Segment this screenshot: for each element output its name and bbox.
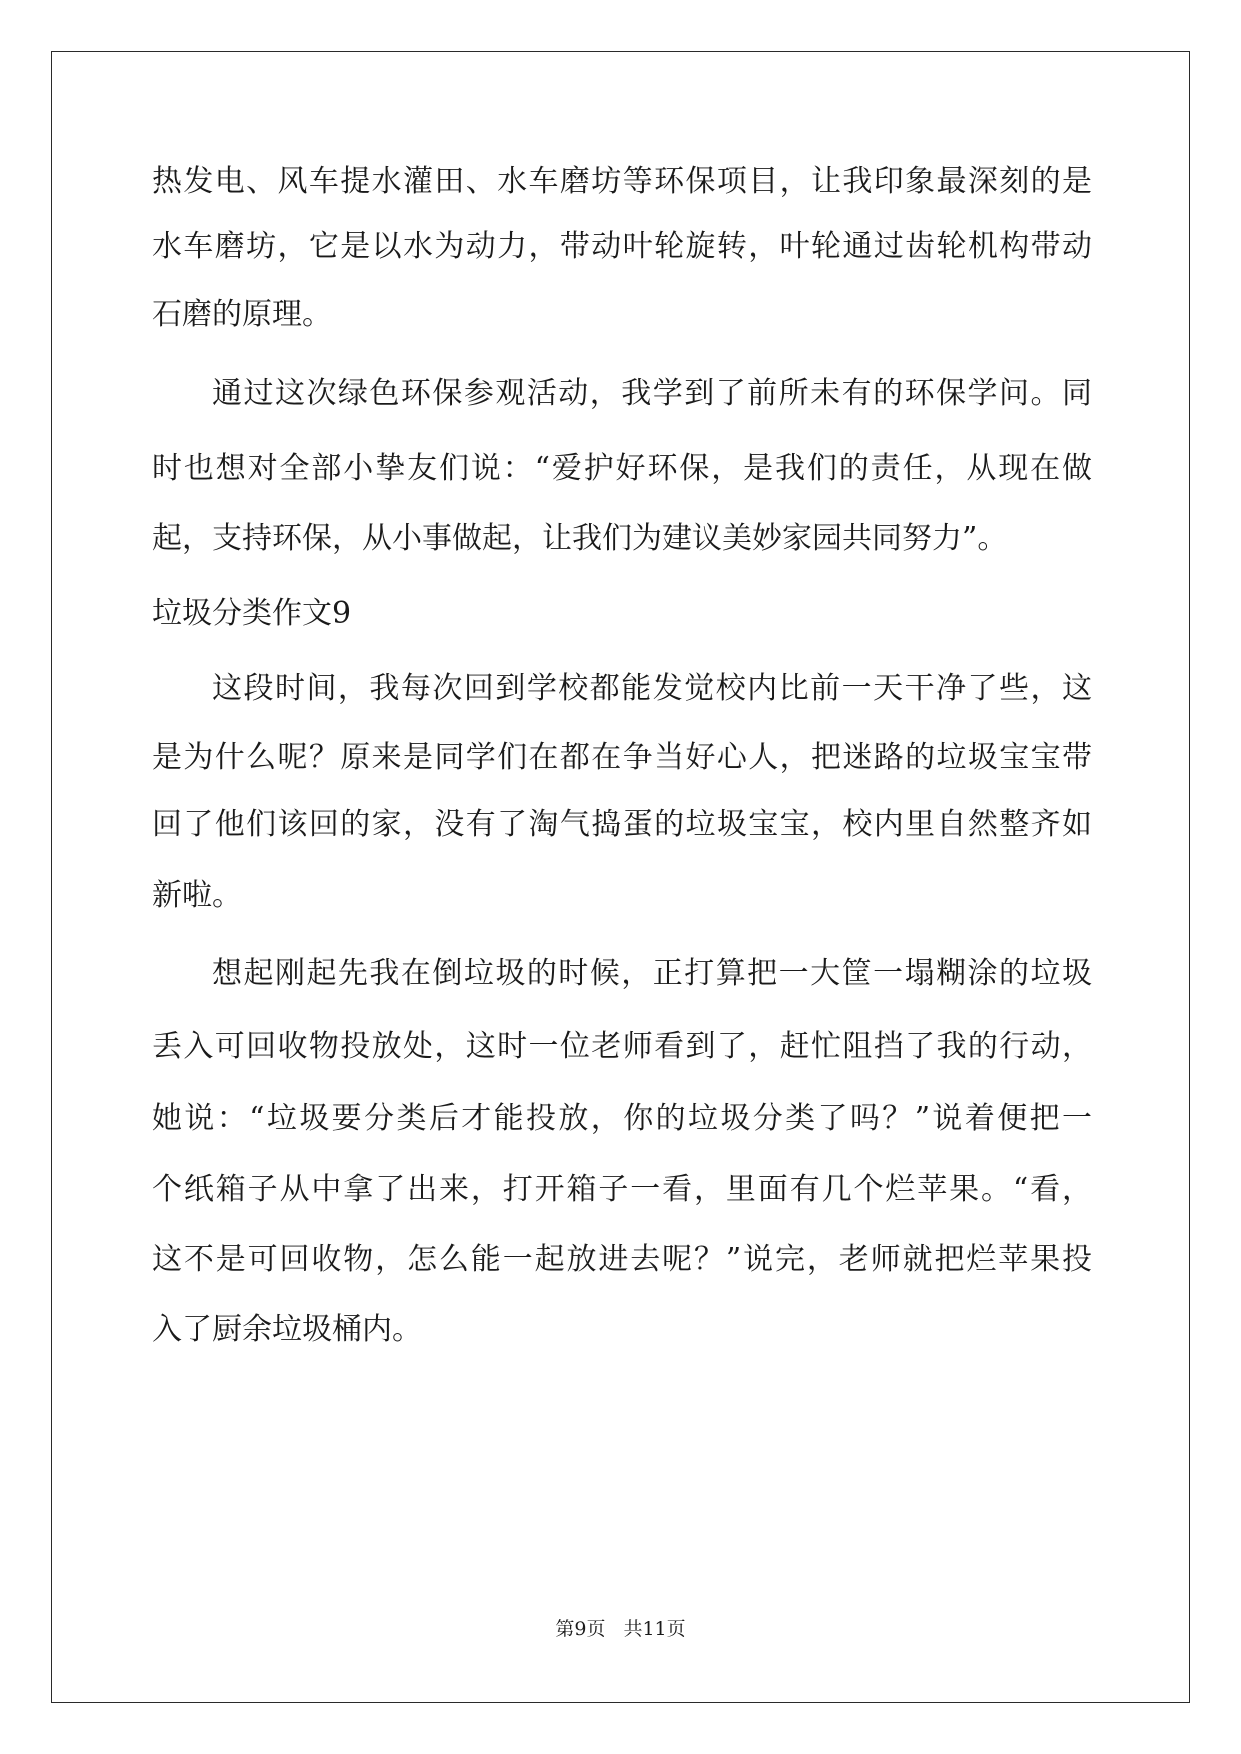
text-line: 个纸箱子从中拿了出来，打开箱子一看，里面有几个烂苹果。“看， (152, 1172, 1092, 1207)
text-line: 想起刚起先我在倒垃圾的时候，正打算把一大筐一塌糊涂的垃圾 (212, 956, 1092, 991)
section-heading: 垃圾分类作文9 (152, 596, 352, 631)
page-number: 第9页 (555, 1618, 606, 1640)
text-line: 她说：“垃圾要分类后才能投放，你的垃圾分类了吗？”说着便把一 (152, 1101, 1092, 1136)
text-line: 入了厨余垃圾桶内。 (152, 1312, 422, 1347)
text-line: 石磨的原理。 (152, 297, 332, 332)
page-total: 共11页 (623, 1618, 686, 1640)
text-line: 通过这次绿色环保参观活动，我学到了前所未有的环保学问。同 (212, 376, 1092, 411)
text-line: 回了他们该回的家，没有了淘气捣蛋的垃圾宝宝，校内里自然整齐如 (152, 807, 1092, 842)
text-line: 时也想对全部小挚友们说：“爱护好环保，是我们的责任，从现在做 (152, 451, 1092, 486)
text-line: 这段时间，我每次回到学校都能发觉校内比前一天干净了些，这 (212, 671, 1092, 706)
text-line: 起，支持环保，从小事做起，让我们为建议美妙家园共同努力”。 (152, 521, 1008, 556)
page-footer (0, 1614, 1241, 1641)
text-line: 是为什么呢？原来是同学们在都在争当好心人，把迷路的垃圾宝宝带 (152, 740, 1092, 775)
text-line: 丢入可回收物投放处，这时一位老师看到了，赶忙阻挡了我的行动， (152, 1029, 1092, 1064)
text-line: 热发电、风车提水灌田、水车磨坊等环保项目，让我印象最深刻的是 (152, 164, 1092, 199)
text-line: 水车磨坊，它是以水为动力，带动叶轮旋转，叶轮通过齿轮机构带动 (152, 229, 1092, 264)
text-line: 这不是可回收物，怎么能一起放进去呢？”说完，老师就把烂苹果投 (152, 1242, 1092, 1277)
text-line: 新啦。 (152, 878, 242, 913)
